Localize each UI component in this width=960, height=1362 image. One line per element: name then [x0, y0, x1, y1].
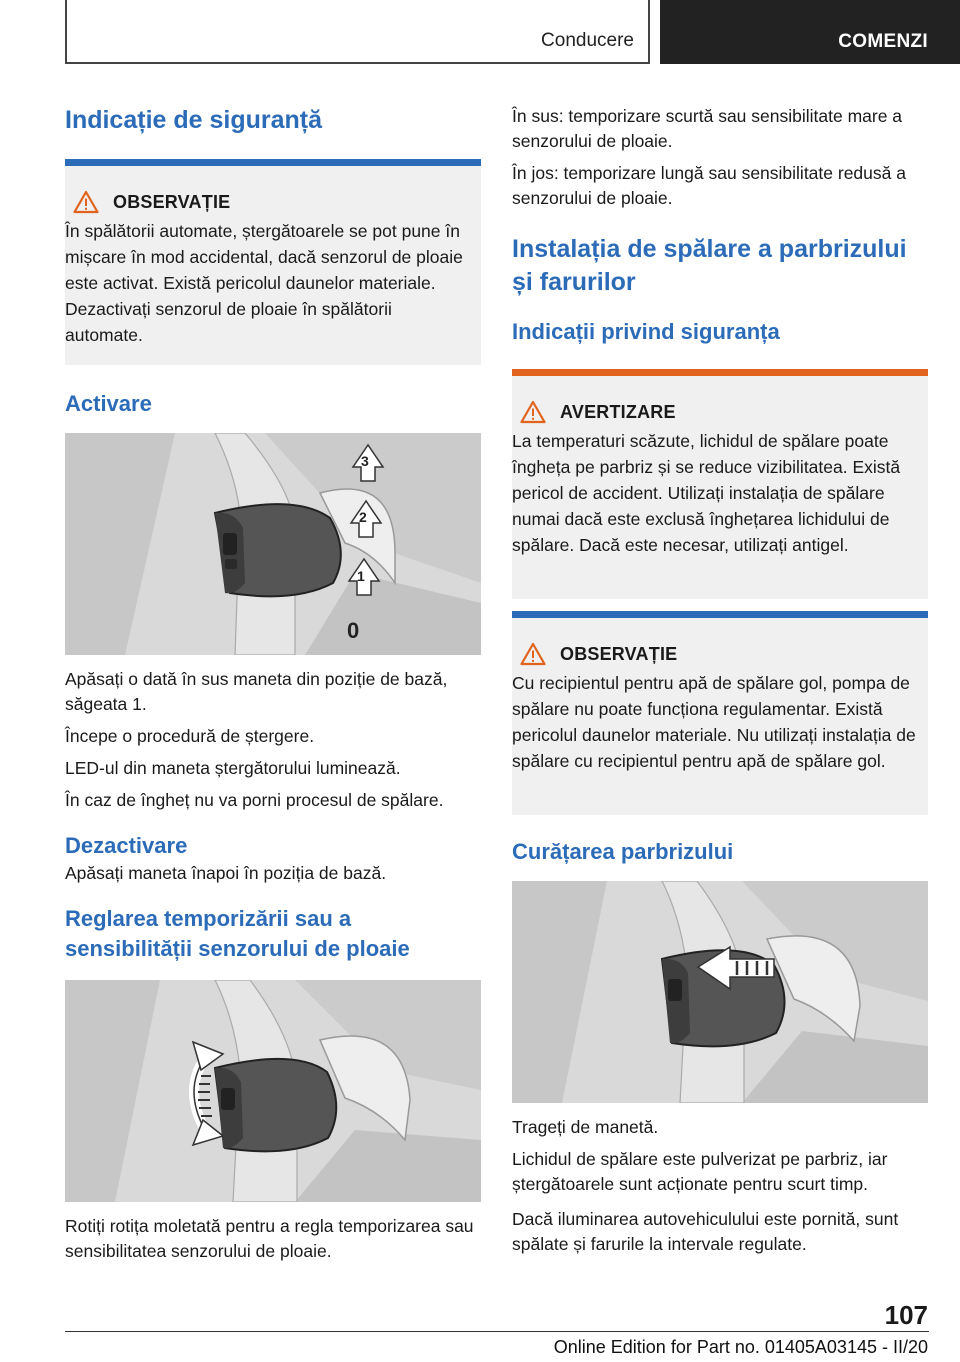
activate-step-4: În caz de îngheț nu va porni procesul de spălare.: [65, 790, 444, 810]
clean-step-3: Dacă iluminarea autovehiculului este pornită, sunt spălate și farurile la intervale regulate.: [512, 1209, 899, 1254]
deactivate-heading: Dezactivare: [65, 833, 188, 858]
timing-up-text: În sus: temporizare scurtă sau sensibilitate mare a senzorului de ploaie.: [512, 106, 903, 151]
warning-triangle-icon: [520, 642, 546, 666]
activate-step-2: Începe o procedură de ștergere.: [65, 726, 315, 746]
washer-heading: Instalația de spălare a parbrizului și farurilor: [512, 235, 907, 296]
header-frame: [65, 0, 650, 64]
footer-edition: Online Edition for Part no. 01405A03145 - II/20: [553, 1337, 928, 1357]
notice-observatie: [65, 159, 481, 365]
washer-safety-subheading: Indicații privind siguranța: [512, 319, 780, 344]
notice-avertizare: [512, 369, 928, 599]
activate-heading: Activare: [65, 391, 152, 416]
warning-triangle-icon: [520, 400, 546, 424]
right-column: [512, 104, 928, 1264]
header-chapter: COMENZI: [660, 0, 960, 64]
notice-body: La temperaturi scăzute, lichidul de spălare poate îngheța pe parbriz și se reduce vizibilitatea. Există pericol de accident. Utilizați instalația de spălare numai dacă este exclusă înghețarea lichidului de spălare. Dacă este necesar, utilizați antigel.: [512, 431, 901, 555]
page-number: 107: [884, 1300, 928, 1330]
activate-step-1: Apăsați o dată în sus maneta din poziție de bază, săgeata 1.: [65, 669, 448, 714]
footer-rule: [65, 1331, 929, 1332]
activate-step-3: LED-ul din maneta ștergătorului luminează.: [65, 758, 401, 778]
left-column: [65, 100, 481, 1271]
thumbwheel-illustration: [65, 980, 481, 1202]
notice-body: În spălătorii automate, ștergătoarele se pot pune în mișcare în mod accidental, dacă senzorul de ploaie este activat. Există pericolul daunelor materiale. Dezactivați senzorul de ploaie în spălătorii automate.: [65, 221, 463, 345]
clean-heading: Curățarea parbrizului: [512, 839, 734, 864]
safety-heading: Indicație de siguranță: [65, 106, 323, 134]
clean-step-1: Trageți de manetă.: [512, 1117, 659, 1137]
notice-title: OBSERVAȚIE: [113, 191, 231, 212]
notice-title: OBSERVAȚIE: [560, 643, 678, 664]
adjust-heading: Reglarea temporizării sau a sensibilității senzorului de ploaie: [65, 906, 410, 961]
wiper-lever-illustration: [65, 433, 481, 655]
deactivate-text: Apăsați maneta înapoi în poziția de bază.: [65, 863, 387, 883]
notice-title: AVERTIZARE: [560, 401, 676, 422]
arrow-label-3: 3: [361, 453, 369, 469]
clean-step-2: Lichidul de spălare este pulverizat pe parbriz, iar ștergătoarele sunt acționate pentru scurt timp.: [512, 1149, 888, 1194]
figure-thumbwheel: [65, 980, 481, 1202]
arrow-label-2: 2: [359, 509, 367, 525]
notice-observatie-2: [512, 611, 928, 815]
wiper-pull-illustration: [512, 881, 928, 1103]
timing-down-text: În jos: temporizare lungă sau sensibilitate redusă a senzorului de ploaie.: [512, 163, 906, 208]
notice-body: Cu recipientul pentru apă de spălare gol, pompa de spălare nu poate funcționa regulamentar. Există pericolul daunelor materiale. Nu utilizați instalația de spălare cu recipientul pentru apă de spălare gol.: [512, 673, 916, 771]
figure-lever-up: [65, 433, 481, 655]
figure-lever-pull: [512, 881, 928, 1103]
arrow-label-0: 0: [347, 618, 360, 643]
adjust-text: Rotiți rotița moletată pentru a regla temporizarea sau sensibilitatea senzorului de ploaie.: [65, 1216, 474, 1261]
header-section: Conducere: [541, 30, 634, 51]
arrow-label-1: 1: [357, 568, 365, 584]
warning-triangle-icon: [73, 190, 99, 214]
